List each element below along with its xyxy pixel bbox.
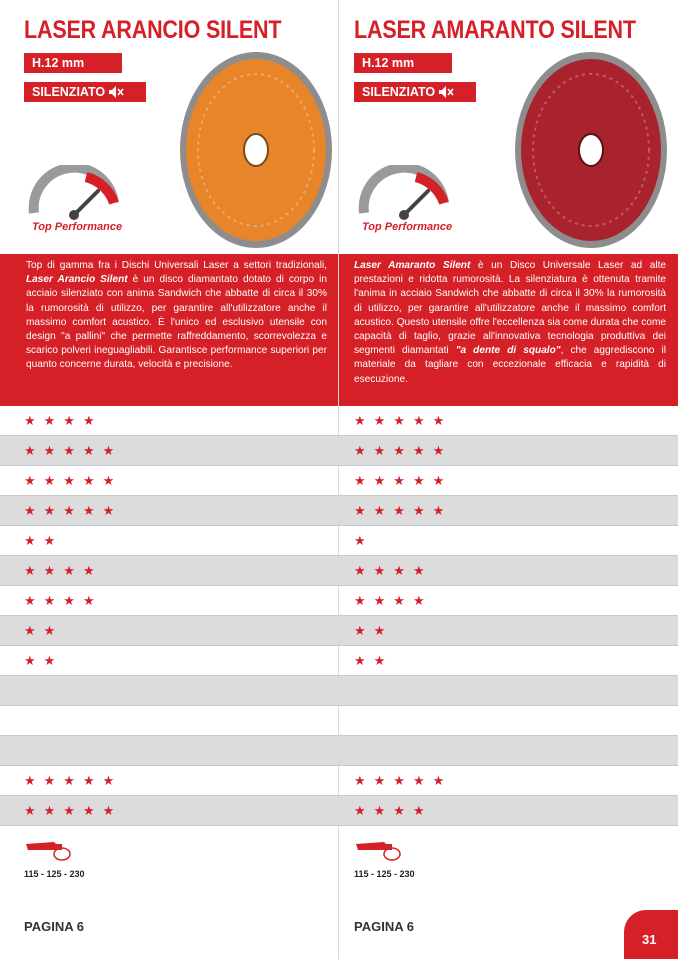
rating-row: ★★★★ <box>0 556 339 586</box>
rating-row <box>0 676 339 706</box>
rating-row: ★★★★★ <box>0 766 339 796</box>
disc-image <box>513 50 669 250</box>
rating-row: ★★ <box>339 646 678 676</box>
silent-badge <box>354 82 476 102</box>
performance-label: Top Performance <box>32 221 123 233</box>
performance-gauge-icon <box>26 165 126 235</box>
rating-row: ★★★★ <box>339 586 678 616</box>
product-title: LASER AMARANTO SILENT <box>354 16 636 44</box>
rating-row: ★★★★★ <box>0 436 339 466</box>
rating-row: ★★★★★ <box>0 466 339 496</box>
angle-grinder-icon <box>354 838 402 862</box>
rating-row: ★★★★ <box>339 796 678 826</box>
rating-row <box>339 676 678 706</box>
rating-row: ★★★★★ <box>339 436 678 466</box>
rating-row: ★★ <box>0 616 339 646</box>
rating-row <box>339 736 678 766</box>
silent-badge <box>24 82 146 102</box>
rating-row: ★★★★★ <box>339 766 678 796</box>
rating-row: ★★★★★ <box>339 466 678 496</box>
page-number: 31 <box>624 910 678 959</box>
disc-sizes: 115 - 125 - 230 <box>24 869 85 879</box>
rating-row: ★★★★ <box>0 586 339 616</box>
angle-grinder-icon <box>24 838 72 862</box>
rating-rows <box>339 406 678 826</box>
height-badge: H.12 mm <box>354 53 452 73</box>
product-title: LASER ARANCIO SILENT <box>24 16 282 44</box>
silent-badge-label: SILENZIATO <box>32 85 106 99</box>
rating-row: ★★★★★ <box>339 496 678 526</box>
rating-row <box>339 706 678 736</box>
product-description: Laser Amaranto Silent è un Disco Universale Laser ad alte prestazioni e ridotta rumorosità. La silenziatura è ottenuta tramite l'anima in acciaio Sandwich che abbatte di circa il 30% la rumorosità di utilizzo, per garantire all'utilizzatore anche il massimo comfort acustico. Questo utensile offre l'eccellenza sia come durata che come capacità di taglio, grazie all'innovativa tecnologia produttiva dei segmenti diamantati "a dente di squalo", che aggrediscono il materiale da tagliare con eccezionale efficacia e rapidità di esecuzione. <box>339 254 678 406</box>
rating-row: ★★★★★ <box>0 496 339 526</box>
rating-row: ★ <box>339 526 678 556</box>
product-description: Top di gamma fra i Dischi Universali Laser a settori tradizionali, Laser Arancio Silent è un disco diamantato dotato di corpo in acciaio silenziato con anima Sandwich che abbatte di circa il 30% la rumorosità di utilizzo, per garantire all'utilizzatore anche il massimo comfort acustico. È l'unico ed esclusivo utensile con design "a pallini" che permette raffreddamento, scorrevolezza e scarico polveri ineguagliabili. Garantisce performance superiori per quanto concerne durata, velocità e precisione. <box>0 254 339 406</box>
performance-label: Top Performance <box>362 221 453 233</box>
height-badge: H.12 mm <box>24 53 122 73</box>
page-reference: PAGINA 6 <box>354 919 414 934</box>
rating-row: ★★ <box>0 646 339 676</box>
speaker-muted-icon <box>108 85 124 99</box>
performance-gauge-icon <box>356 165 456 235</box>
rating-row: ★★★★★ <box>0 796 339 826</box>
silent-badge-label: SILENZIATO <box>362 85 436 99</box>
product-column-right <box>339 0 678 959</box>
rating-row: ★★ <box>0 526 339 556</box>
speaker-muted-icon <box>438 85 454 99</box>
rating-rows <box>0 406 339 826</box>
rating-row: ★★★★ <box>339 556 678 586</box>
page-reference: PAGINA 6 <box>24 919 84 934</box>
disc-image <box>178 50 334 250</box>
rating-row: ★★ <box>339 616 678 646</box>
rating-row <box>0 736 339 766</box>
rating-row: ★★★★ <box>0 406 339 436</box>
rating-row: ★★★★★ <box>339 406 678 436</box>
rating-row <box>0 706 339 736</box>
disc-sizes: 115 - 125 - 230 <box>354 869 415 879</box>
